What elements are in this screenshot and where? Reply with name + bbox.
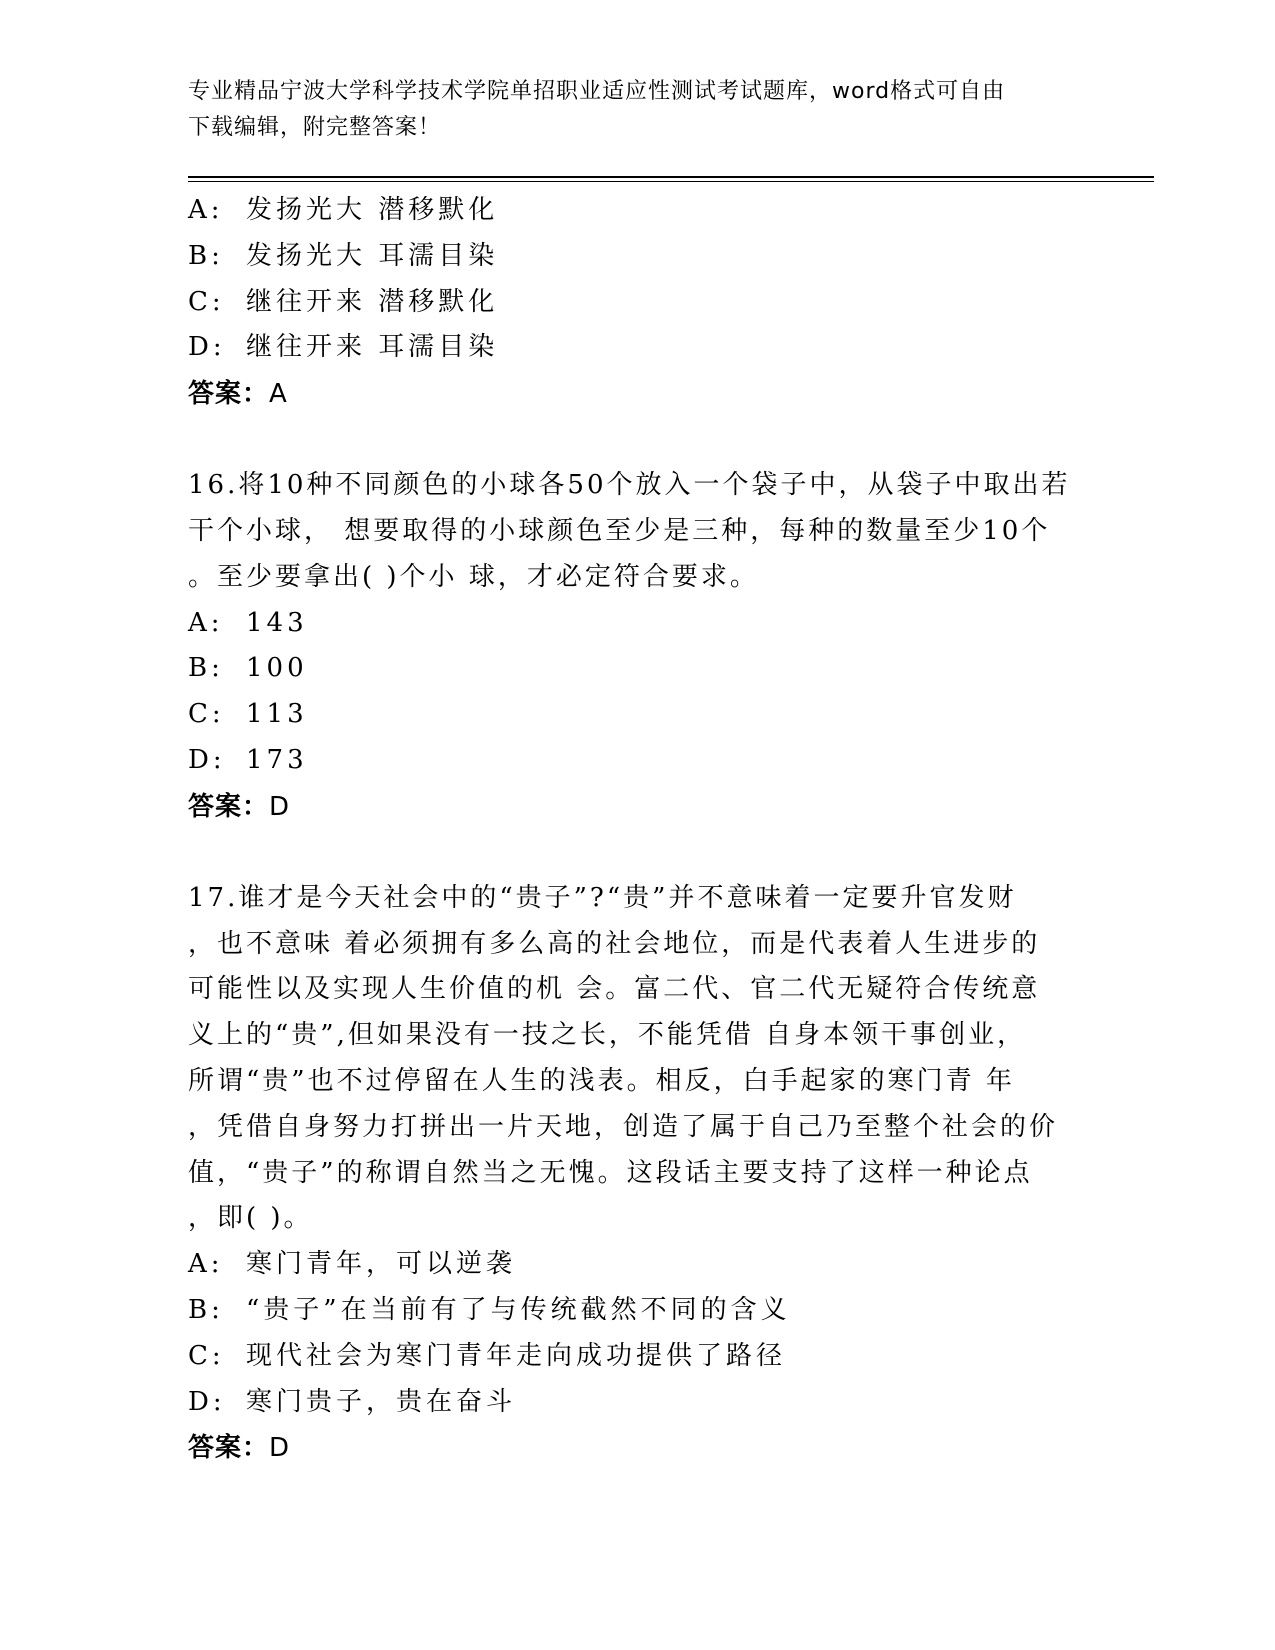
option-a bbox=[188, 1242, 1088, 1288]
stem-line: ，凭借自身努力打拼出一片天地，创造了属于自己乃至整个社会的价 bbox=[188, 1111, 1059, 1142]
stem-line: 16.将10种不同颜色的小球各50个放入一个袋子中，从袋子中取出若 bbox=[188, 470, 1071, 501]
stem-line: 义上的“贵”,但如果没有一技之长，不能凭借 自身本领干事创业， bbox=[188, 1020, 1027, 1051]
option-text: 143 bbox=[246, 607, 308, 638]
option-b bbox=[188, 1288, 1088, 1334]
option-c bbox=[188, 692, 1088, 738]
header-rule-thick bbox=[188, 176, 1154, 178]
option-text: 寒门贵子，贵在奋斗 bbox=[246, 1386, 517, 1417]
answer-label: 答案： bbox=[188, 791, 270, 822]
question-16 bbox=[188, 463, 1088, 830]
option-c bbox=[188, 1334, 1088, 1380]
answer-line bbox=[188, 1425, 1088, 1471]
option-d bbox=[188, 1380, 1088, 1426]
option-a bbox=[188, 188, 1088, 234]
header-line-2: 下载编辑，附完整答案！ bbox=[188, 115, 442, 140]
option-letter: B: bbox=[188, 240, 224, 271]
option-letter: C: bbox=[188, 699, 225, 730]
stem-line: 。至少要拿出( )个小 球，才必定符合要求。 bbox=[188, 561, 759, 592]
answer-line bbox=[188, 371, 1088, 417]
option-letter: C: bbox=[188, 1340, 225, 1371]
option-text: 100 bbox=[246, 653, 308, 684]
option-letter: D: bbox=[188, 1386, 226, 1417]
option-letter: A: bbox=[188, 1249, 224, 1280]
option-letter: A: bbox=[188, 195, 224, 225]
answer-label: 答案： bbox=[188, 1433, 270, 1464]
spacer bbox=[188, 830, 1088, 876]
answer-value: D bbox=[269, 791, 291, 822]
option-a bbox=[188, 601, 1088, 647]
option-d bbox=[188, 738, 1088, 784]
option-b bbox=[188, 646, 1088, 692]
stem-line: 值，“贵子”的称谓自然当之无愧。这段话主要支持了这样一种论点 bbox=[188, 1157, 1033, 1188]
option-text: 现代社会为寒门青年走向成功提供了路径 bbox=[246, 1340, 787, 1371]
header-rule-thin bbox=[188, 181, 1154, 182]
option-text: 发扬光大 潜移默化 bbox=[246, 195, 499, 225]
option-letter: B: bbox=[188, 1294, 224, 1325]
option-text: 继往开来 潜移默化 bbox=[246, 286, 499, 317]
question-stem bbox=[188, 876, 1088, 1242]
option-letter: B: bbox=[188, 653, 224, 684]
option-text: 继往开来 耳濡目染 bbox=[246, 332, 499, 363]
stem-line: 干个小球， 想要取得的小球颜色至少是三种，每种的数量至少10个 bbox=[188, 515, 1051, 546]
stem-line: ，也不意味 着必须拥有多么高的社会地位，而是代表着人生进步的 bbox=[188, 928, 1041, 959]
option-text: 寒门青年，可以逆袭 bbox=[246, 1249, 517, 1280]
option-d bbox=[188, 325, 1088, 371]
option-text: “贵子”在当前有了与传统截然不同的含义 bbox=[246, 1294, 791, 1325]
answer-value: A bbox=[269, 379, 288, 410]
stem-line: ，即( )。 bbox=[188, 1203, 313, 1234]
option-text: 113 bbox=[246, 699, 308, 730]
option-c bbox=[188, 280, 1088, 326]
option-text: 173 bbox=[246, 744, 308, 775]
stem-line: 17.谁才是今天社会中的“贵子”?“贵”并不意味着一定要升官发财 bbox=[188, 882, 1017, 913]
document-body bbox=[188, 188, 1088, 1471]
stem-line: 所谓“贵”也不过停留在人生的浅表。相反，白手起家的寒门青 年 bbox=[188, 1065, 1015, 1096]
option-letter: A: bbox=[188, 607, 224, 638]
answer-value: D bbox=[269, 1433, 291, 1464]
question-17 bbox=[188, 876, 1088, 1472]
option-letter: D: bbox=[188, 744, 226, 775]
option-text: 发扬光大 耳濡目染 bbox=[246, 240, 499, 271]
option-letter: C: bbox=[188, 286, 225, 317]
option-letter: D: bbox=[188, 332, 226, 363]
stem-line: 可能性以及实现人生价值的机 会。富二代、官二代无疑符合传统意 bbox=[188, 974, 1041, 1005]
answer-line bbox=[188, 784, 1088, 830]
answer-label: 答案： bbox=[188, 379, 270, 410]
spacer bbox=[188, 417, 1088, 463]
header-line-1: 专业精品宁波大学科学技术学院单招职业适应性测试考试题库，word格式可自由 bbox=[188, 79, 1006, 104]
question-15 bbox=[188, 188, 1088, 417]
option-b bbox=[188, 234, 1088, 280]
document-header bbox=[188, 74, 1068, 146]
question-stem bbox=[188, 463, 1088, 600]
